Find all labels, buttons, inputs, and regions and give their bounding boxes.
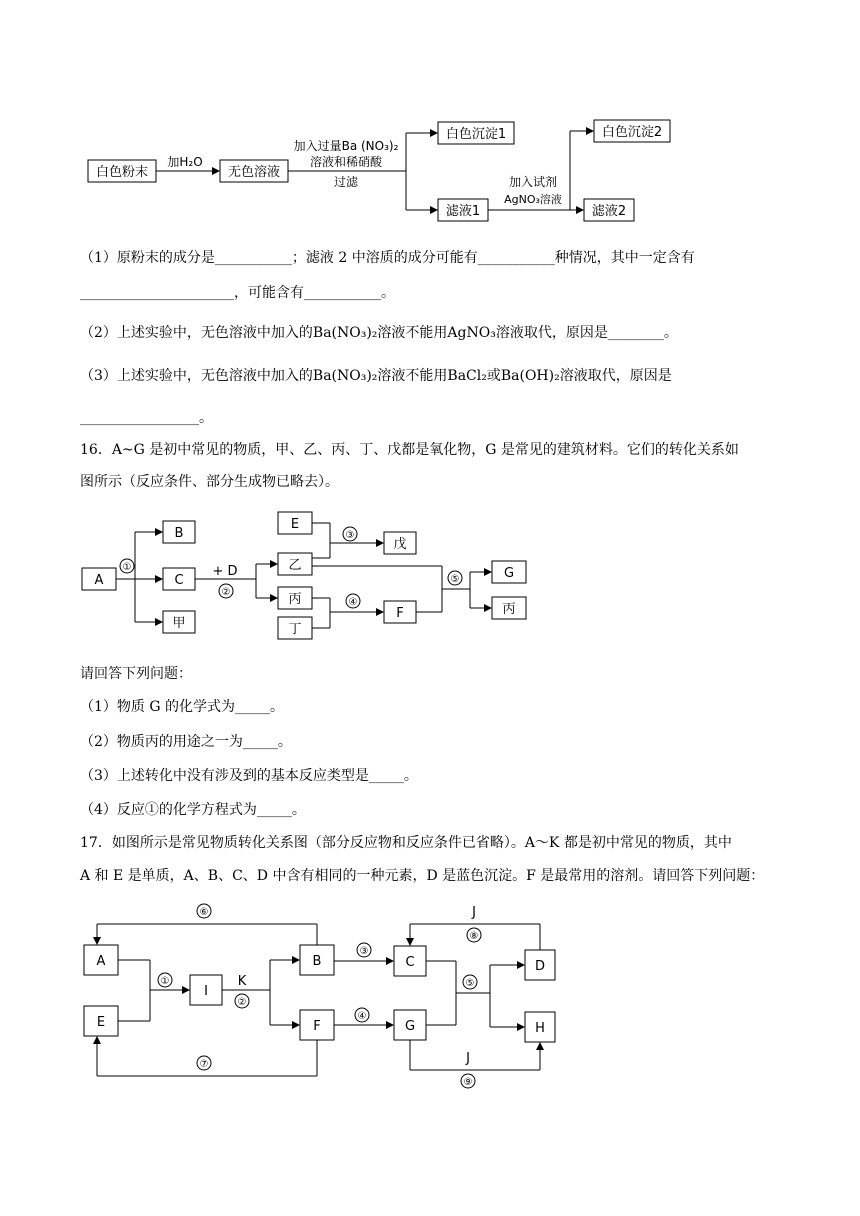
arrowhead <box>93 937 101 945</box>
q16-sub2: （2）物质丙的用途之一为_____。 <box>80 734 292 750</box>
arrowhead <box>292 956 300 964</box>
node-G-label: G <box>404 1019 416 1034</box>
reaction-3-label: ③ <box>345 530 355 541</box>
reaction-2-label: ② <box>221 587 231 598</box>
node-yi-label: 乙 <box>288 558 302 573</box>
node-ding-label: 丁 <box>288 622 302 637</box>
q16-sub1: （1）物质 G 的化学式为_____。 <box>80 699 284 715</box>
q15-part2: （2）上述实验中，无色溶液中加入的Ba(NO₃)₂溶液不能用AgNO₃溶液取代，原因是________。 <box>80 325 678 341</box>
q17-stem-line2: A 和 E 是单质，A、B、C、D 中含有相同的一种元素，D 是蓝色沉淀。F 是最常用的溶剂。请回答下列问题： <box>80 868 765 884</box>
arrowhead <box>406 938 414 946</box>
q16-stem-line2: 图所示（反应条件、部分生成物已略去）。 <box>80 474 339 490</box>
q16-prompt: 请回答下列问题： <box>80 666 192 682</box>
reaction-4-label: ④ <box>357 1011 367 1022</box>
node-H-label: H <box>535 1021 545 1036</box>
arrowhead <box>386 957 394 965</box>
node-bing-product-label: 丙 <box>502 602 516 617</box>
reaction-8-label: ⑧ <box>469 931 479 942</box>
node-C-label: C <box>174 573 184 588</box>
label-K: K <box>237 974 247 989</box>
q17-stem-line1: 17．如图所示是常见物质转化关系图（部分反应物和反应条件已省略）。A～K 都是初中常见的物质，其中 <box>80 835 732 851</box>
reaction-5-label: ⑤ <box>465 978 475 989</box>
label-white-powder: 白色粉末 <box>95 165 149 180</box>
arrowhead <box>517 1023 525 1031</box>
q16-sub3: （3）上述转化中没有涉及到的基本反应类型是_____。 <box>80 768 418 784</box>
label-precipitate-1: 白色沉淀1 <box>445 127 507 142</box>
node-C-label: C <box>405 955 415 970</box>
reaction-5-label: ⑤ <box>450 574 460 585</box>
reaction-3-label: ③ <box>359 946 369 957</box>
arrowhead <box>93 1036 101 1044</box>
label-add-water: 加H₂O <box>167 155 203 169</box>
reaction-4-label: ④ <box>348 597 358 608</box>
reaction-9-label: ⑨ <box>463 1077 473 1088</box>
node-E-label: E <box>96 1015 106 1030</box>
label-reagent-3: 过滤 <box>333 175 359 189</box>
label-filtrate-1: 滤液1 <box>445 204 481 219</box>
arrowhead <box>386 1021 394 1029</box>
label-reagent-2: 溶液和稀硝酸 <box>309 155 383 169</box>
node-F-label: F <box>396 606 404 621</box>
label-filtrate-2: 滤液2 <box>591 204 627 219</box>
node-A-label: A <box>94 573 104 588</box>
label-agno3-1: 加入试剂 <box>508 175 558 189</box>
arrowhead <box>536 1042 544 1050</box>
node-I-label: I <box>204 984 208 999</box>
arrowhead <box>292 1021 300 1029</box>
label-colorless-solution: 无色溶液 <box>227 165 281 180</box>
node-wu-label: 戊 <box>393 537 407 552</box>
reaction-1-label: ① <box>122 562 132 573</box>
arrowhead <box>517 961 525 969</box>
q15-part1-cont: ______________________，可能含有___________。 <box>80 285 395 301</box>
q16-sub4: （4）反应①的化学方程式为_____。 <box>80 802 306 818</box>
label-J-top: J <box>472 905 476 920</box>
q15-part1: （1）原粉末的成分是___________；滤液 2 中溶质的成分可能有___________种情况，其中一定含有 <box>80 250 695 266</box>
node-F-label: F <box>313 1019 321 1034</box>
label-J-bottom: J <box>466 1051 470 1066</box>
label-agno3-2: AgNO₃溶液 <box>504 193 562 206</box>
node-D-label: D <box>534 959 546 974</box>
label-plus-D: + D <box>212 564 238 579</box>
q15-part3: （3）上述实验中，无色溶液中加入的Ba(NO₃)₂溶液不能用BaCl₂或Ba(OH)₂溶液取代，原因是 <box>80 368 672 384</box>
reaction-1-label: ① <box>160 976 170 987</box>
node-bing-label: 丙 <box>288 592 302 607</box>
node-A-label: A <box>96 954 106 969</box>
node-G-label: G <box>503 566 515 581</box>
node-E-label: E <box>290 517 300 532</box>
q15-part3-cont: _________________。 <box>80 410 213 426</box>
reaction-7-label: ⑦ <box>199 1059 209 1070</box>
reaction-2-label: ② <box>237 997 247 1008</box>
node-B-label: B <box>174 526 184 541</box>
arrowhead <box>182 986 190 994</box>
node-jia-label: 甲 <box>172 616 186 631</box>
q16-stem-line1: 16．A~G 是初中常见的物质，甲、乙、丙、丁、戊都是氧化物，G 是常见的建筑材料。它们的转化关系如 <box>80 442 739 458</box>
label-reagent-1: 加入过量Ba (NO₃)₂ <box>293 139 399 153</box>
label-precipitate-2: 白色沉淀2 <box>601 125 663 140</box>
reaction-6-label: ⑥ <box>199 907 209 918</box>
node-B-label: B <box>312 954 322 969</box>
